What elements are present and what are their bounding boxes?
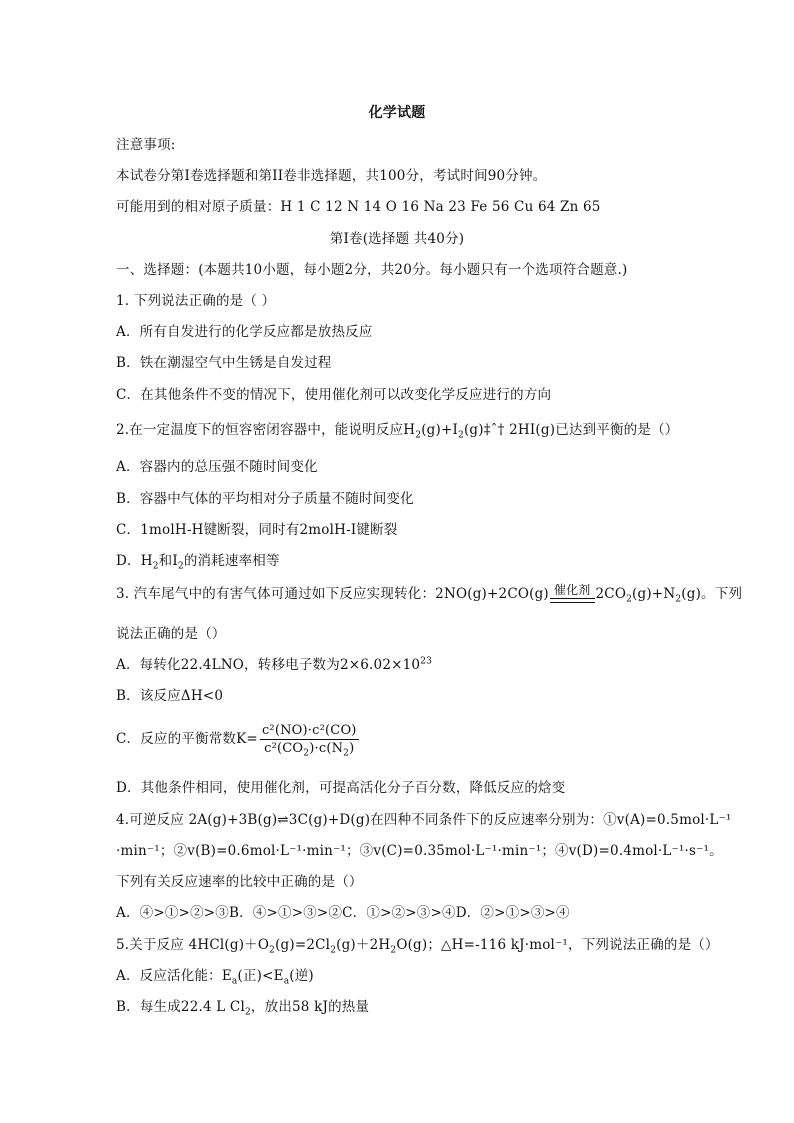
q3-option-b: B．该反应ΔH<0	[116, 688, 224, 704]
q3-option-c	[116, 722, 359, 757]
q3-stem-prefix: 3. 汽车尾气中的有害气体可通过如下反应实现转化：2NO(g)+2CO(g)	[116, 586, 549, 602]
q2-stem	[116, 421, 679, 439]
q2-sub-2b: 2	[458, 430, 464, 441]
page-title: 化学试题	[368, 105, 426, 121]
q3-stem-suffix: (g)。下列	[681, 586, 743, 602]
equilibrium-constant-fraction	[260, 722, 359, 757]
q3-c-prefix: C．反应的平衡常数K=	[116, 731, 258, 747]
q3-option-a	[116, 656, 432, 674]
section1-heading: 一、选择题：(本题共10小题，每小题2分，共20分。每小题只有一个选项符合题意.)	[116, 262, 628, 278]
q1-option-b: B．铁在潮湿空气中生锈是自发过程	[116, 355, 332, 371]
q4-options: A．④>①>②>③B．④>①>③>②C．①>②>③>④D．②>①>③>④	[116, 905, 570, 921]
catalyst-arrow	[550, 584, 595, 603]
catalyst-label: 催化剂	[550, 584, 595, 599]
q1-option-a: A．所有自发进行的化学反应都是放热反应	[116, 324, 373, 340]
q3-stem-after2: (g)+N	[632, 586, 676, 602]
q2-stem-suffix: 已达到平衡的是（）	[555, 422, 679, 438]
q3-option-d: D．其他条件相同，使用催化剂，可提高活化分子百分数，降低反应的焓变	[116, 780, 566, 796]
q5-stem-suffix: O(g)；△H=-116 kJ·mol⁻¹，下列说法正确的是（）	[396, 937, 719, 953]
q2-reaction-arrow: (g)‡ˆ†	[463, 422, 505, 438]
notice-line-1: 本试卷分第I卷选择题和第II卷非选择题，共100分，考试时间90分钟。	[116, 168, 547, 184]
q2-stem-prefix: 2.在一定温度下的恒容密闭容器中，能说明反应	[116, 422, 404, 438]
fraction-denominator: $c^2(CO_2)\cdot c(N_2)$	[264, 741, 355, 759]
q3-a-exponent: 23	[420, 656, 433, 667]
q4-line-1: 4.可逆反应 2A(g)+3B(g)⇌3C(g)+D(g)在四种不同条件下的反应速率分别为：①v(A)=0.5mol·L⁻¹	[116, 812, 732, 828]
q2-d-prefix: D．H	[116, 553, 153, 569]
q3-sub-b: 2	[675, 594, 682, 605]
q2-d-suffix: 的消耗速率相等	[183, 553, 280, 569]
notice-line-2: 可能用到的相对原子质量：H 1 C 12 N 14 O 16 Na 23 Fe 56 Cu 64 Zn 65	[116, 199, 601, 215]
q3-a-prefix: A．每转化22.4LNO，转移电子数为2×6.02×10	[116, 657, 421, 673]
q2-option-d	[116, 552, 280, 570]
part1-heading: 第I卷(选择题 共40分)	[329, 231, 465, 247]
q1-stem: 1. 下列说法正确的是（ ）	[116, 293, 276, 309]
q4-line-3: 下列有关反应速率的比较中正确的是（）	[116, 874, 363, 890]
q2-d-sub-b: 2	[177, 561, 184, 572]
q5-stem-prefix: 5.关于反应 4HCl(g)＋O	[116, 937, 270, 953]
q5-stem-mid1: (g)=2Cl	[275, 937, 331, 953]
fraction-numerator: c²(NO)·c²(CO)	[261, 723, 357, 738]
q2-reaction-mid: (g)+I	[421, 422, 459, 438]
q4-line-2: ·min⁻¹；②v(B)=0.6mol·L⁻¹·min⁻¹；③v(C)=0.35mol·L⁻¹·min⁻¹；④v(D)=0.4mol·L⁻¹·s⁻¹。	[116, 843, 723, 859]
q2-option-a: A．容器内的总压强不随时间变化	[116, 459, 318, 475]
q3-stem-after: 2CO	[595, 586, 627, 602]
q2-d-sub-a: 2	[152, 561, 159, 572]
q5-option-b: B．每生成22.4 L $Cl_2$，放出58 kJ的热量	[116, 999, 370, 1018]
q2-option-b: B．容器中气体的平均相对分子质量不随时间变化	[116, 491, 414, 507]
q3-stem-line2: 说法正确的是（）	[116, 626, 226, 642]
q3-stem	[116, 584, 742, 603]
notice-heading: 注意事项:	[116, 137, 176, 153]
q5-option-a: A．反应活化能：$E_a$(正)$<E_a$(逆)	[116, 968, 314, 987]
q5-stem: 5.关于反应 $4HCl(g)+O_2(g)=2Cl_2(g)+2H_2O(g)$；△H=-116 kJ·mol⁻¹，下列说法正确的是（）	[116, 937, 719, 956]
q2-option-c: C．1molH-H键断裂，同时有2molH-I键断裂	[116, 522, 398, 538]
q1-option-c: C．在其他条件不变的情况下，使用催化剂可以改变化学反应进行的方向	[116, 387, 552, 403]
q2-reaction-product: 2HI(g)	[509, 422, 556, 438]
q2-sub-2a: 2	[415, 430, 422, 441]
q2-reaction-h: H	[403, 422, 416, 438]
q5-stem-mid2: (g)＋2H	[336, 937, 391, 953]
q2-d-mid: 和I	[158, 553, 178, 569]
q3-sub-a: 2	[626, 594, 633, 605]
